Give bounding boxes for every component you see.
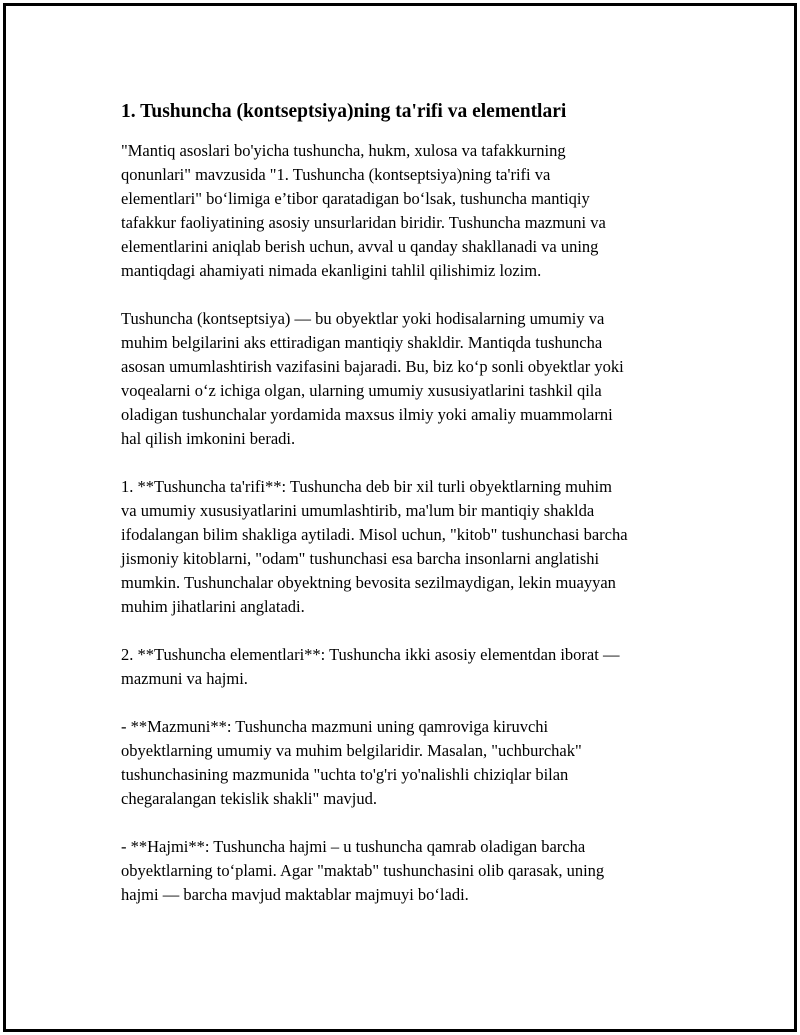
paragraph-volume-element: - **Hajmi**: Tushuncha hajmi – u tushuncha qamrab oladigan barcha obyektlarning to‘plami. Agar "maktab" tushunchasini olib qarasak, uning hajmi — barcha mavjud maktablar majmuyi bo‘ladi.	[121, 837, 605, 904]
paragraph-content-element: - **Mazmuni**: Tushuncha mazmuni uning qamroviga kiruvchi obyektlarning umumiy va muhim belgilaridir. Masalan, "uchburchak" tushunchasining mazmunida "uchta to'g'ri yo'nalishli chiziqlar bilan chegaralangan tekislik shakli" mavjud.	[121, 717, 582, 808]
paragraph-concept-elements: 2. **Tushuncha elementlari**: Tushuncha ikki asosiy elementdan iborat — mazmuni va hajmi.	[121, 645, 620, 688]
page-frame	[3, 3, 797, 1032]
document-title: 1. Tushuncha (kontseptsiya)ning ta'rifi va elementlari	[121, 101, 567, 122]
paragraph-concept-definition: 1. **Tushuncha ta'rifi**: Tushuncha deb bir xil turli obyektlarning muhim va umumiy xususiyatlarini umumlashtirib, ma'lum bir mantiqiy shaklda ifodalangan bilim shakliga aytiladi. Misol uchun, "kitob" tushunchasi barcha jismoniy kitoblarni, "odam" tushunchasi esa barcha insonlarni anglatishi mumkin. Tushunchalar obyektning bevosita sezilmaydigan, lekin muayyan muhim jihatlarini anglatadi.	[121, 477, 628, 616]
paragraph-intro: "Mantiq asoslari bo'yicha tushuncha, hukm, xulosa va tafakkurning qonunlari" mavzusida "1. Tushuncha (kontseptsiya)ning ta'rifi va elementlari" bo‘limiga e’tibor qaratadigan bo‘lsak, tushuncha mantiqiy tafakkur faoliyatining asosiy unsurlaridan biridir. Tushuncha mazmuni va elementlarini aniqlab berish uchun, avval u qanday shakllanadi va uning mantiqdagi ahamiyati nimada ekanligini tahlil qilishimiz lozim.	[121, 141, 606, 280]
document-body	[121, 99, 696, 931]
paragraph-definition-overview: Tushuncha (kontseptsiya) — bu obyektlar yoki hodisalarning umumiy va muhim belgilarini aks ettiradigan mantiqiy shakldir. Mantiqda tushuncha asosan umumlashtirish vazifasini bajaradi. Bu, biz ko‘p sonli obyektlar yoki voqealarni o‘z ichiga olgan, ularning umumiy xususiyatlarini tashkil qila oladigan tushunchalar yordamida maxsus ilmiy yoki amaliy muammolarni hal qilish imkonini beradi.	[121, 309, 624, 448]
